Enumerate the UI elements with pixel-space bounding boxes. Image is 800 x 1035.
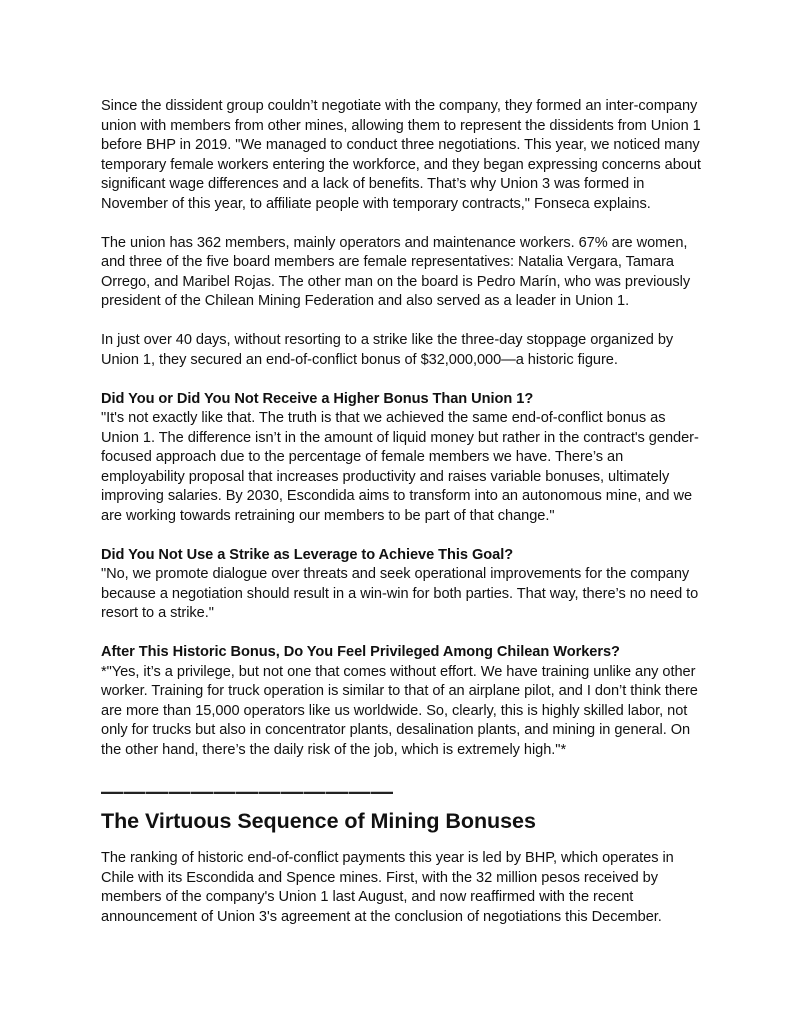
- qa-block-higher-bonus: [101, 390, 701, 527]
- answer-text: "It's not exactly like that. The truth is that we achieved the same end-of-conflict bonus as Union 1. The difference isn’t in the amount of liquid money but rather in the contract's gender-focused approach due to the percentage of female members we have. There’s an employability proposal that increases productivity and raises variable bonuses, ultimately improving salaries. By 2030, Escondida aims to transform into an autonomous mine, and we are working towards retraining our members to be part of that change.": [101, 410, 699, 524]
- qa-block-privileged: [101, 643, 701, 760]
- question-heading: Did You Not Use a Strike as Leverage to Achieve This Goal?: [101, 546, 514, 563]
- answer-text: "No, we promote dialogue over threats and seek operational improvements for the company because a negotiation should result in a win-win for both parties. That way, there’s no need to resort to a strike.": [101, 566, 699, 621]
- article-body: [101, 97, 701, 947]
- section-divider: —————————————: [101, 779, 394, 804]
- paragraph-union-members: The union has 362 members, mainly operators and maintenance workers. 67% are women, and three of the five board members are female representatives: Natalia Vergara, Tamara Orrego, and Maribel Rojas. The other man on the board is Pedro Marín, who was previously president of the Chilean Mining Federation and also served as a leader in Union 1.: [101, 234, 691, 309]
- paragraph-union3-origin: Since the dissident group couldn’t negotiate with the company, they formed an inter-company union with members from other mines, allowing them to represent the dissidents from Union 1 before BHP in 2019. "We managed to conduct three negotiations. This year, we noticed many temporary female workers entering the workforce, and they began expressing concerns about significant wage differences and a lack of benefits. That’s why Union 3 was formed in November of this year, to affiliate people with temporary contracts," Fonseca explains.: [101, 98, 701, 212]
- answer-text: *"Yes, it’s a privilege, but not one that comes without effort. We have training unlike any other worker. Training for truck operation is similar to that of an airplane pilot, and I don’t think there are more than 15,000 operators like us worldwide. So, clearly, this is highly skilled labor, not only for trucks but also in concentrator plants, desalination plants, and mining in general. On the other hand, there’s the daily risk of the job, which is extremely high."*: [101, 663, 698, 758]
- question-heading: Did You or Did You Not Receive a Higher Bonus Than Union 1?: [101, 390, 534, 407]
- qa-block-strike-leverage: [101, 546, 701, 624]
- section-paragraph: The ranking of historic end-of-conflict payments this year is led by BHP, which operates in Chile with its Escondida and Spence mines. First, with the 32 million pesos received by members of the company's Union 1 last August, and now reaffirmed with the recent announcement of Union 3's agreement at the conclusion of negotiations this December.: [101, 850, 674, 925]
- question-heading: After This Historic Bonus, Do You Feel Privileged Among Chilean Workers?: [101, 644, 620, 660]
- section-title: The Virtuous Sequence of Mining Bonuses: [101, 809, 536, 833]
- paragraph-bonus-secured: In just over 40 days, without resorting to a strike like the three-day stoppage organized by Union 1, they secured an end-of-conflict bonus of $32,000,000—a historic figure.: [101, 332, 674, 368]
